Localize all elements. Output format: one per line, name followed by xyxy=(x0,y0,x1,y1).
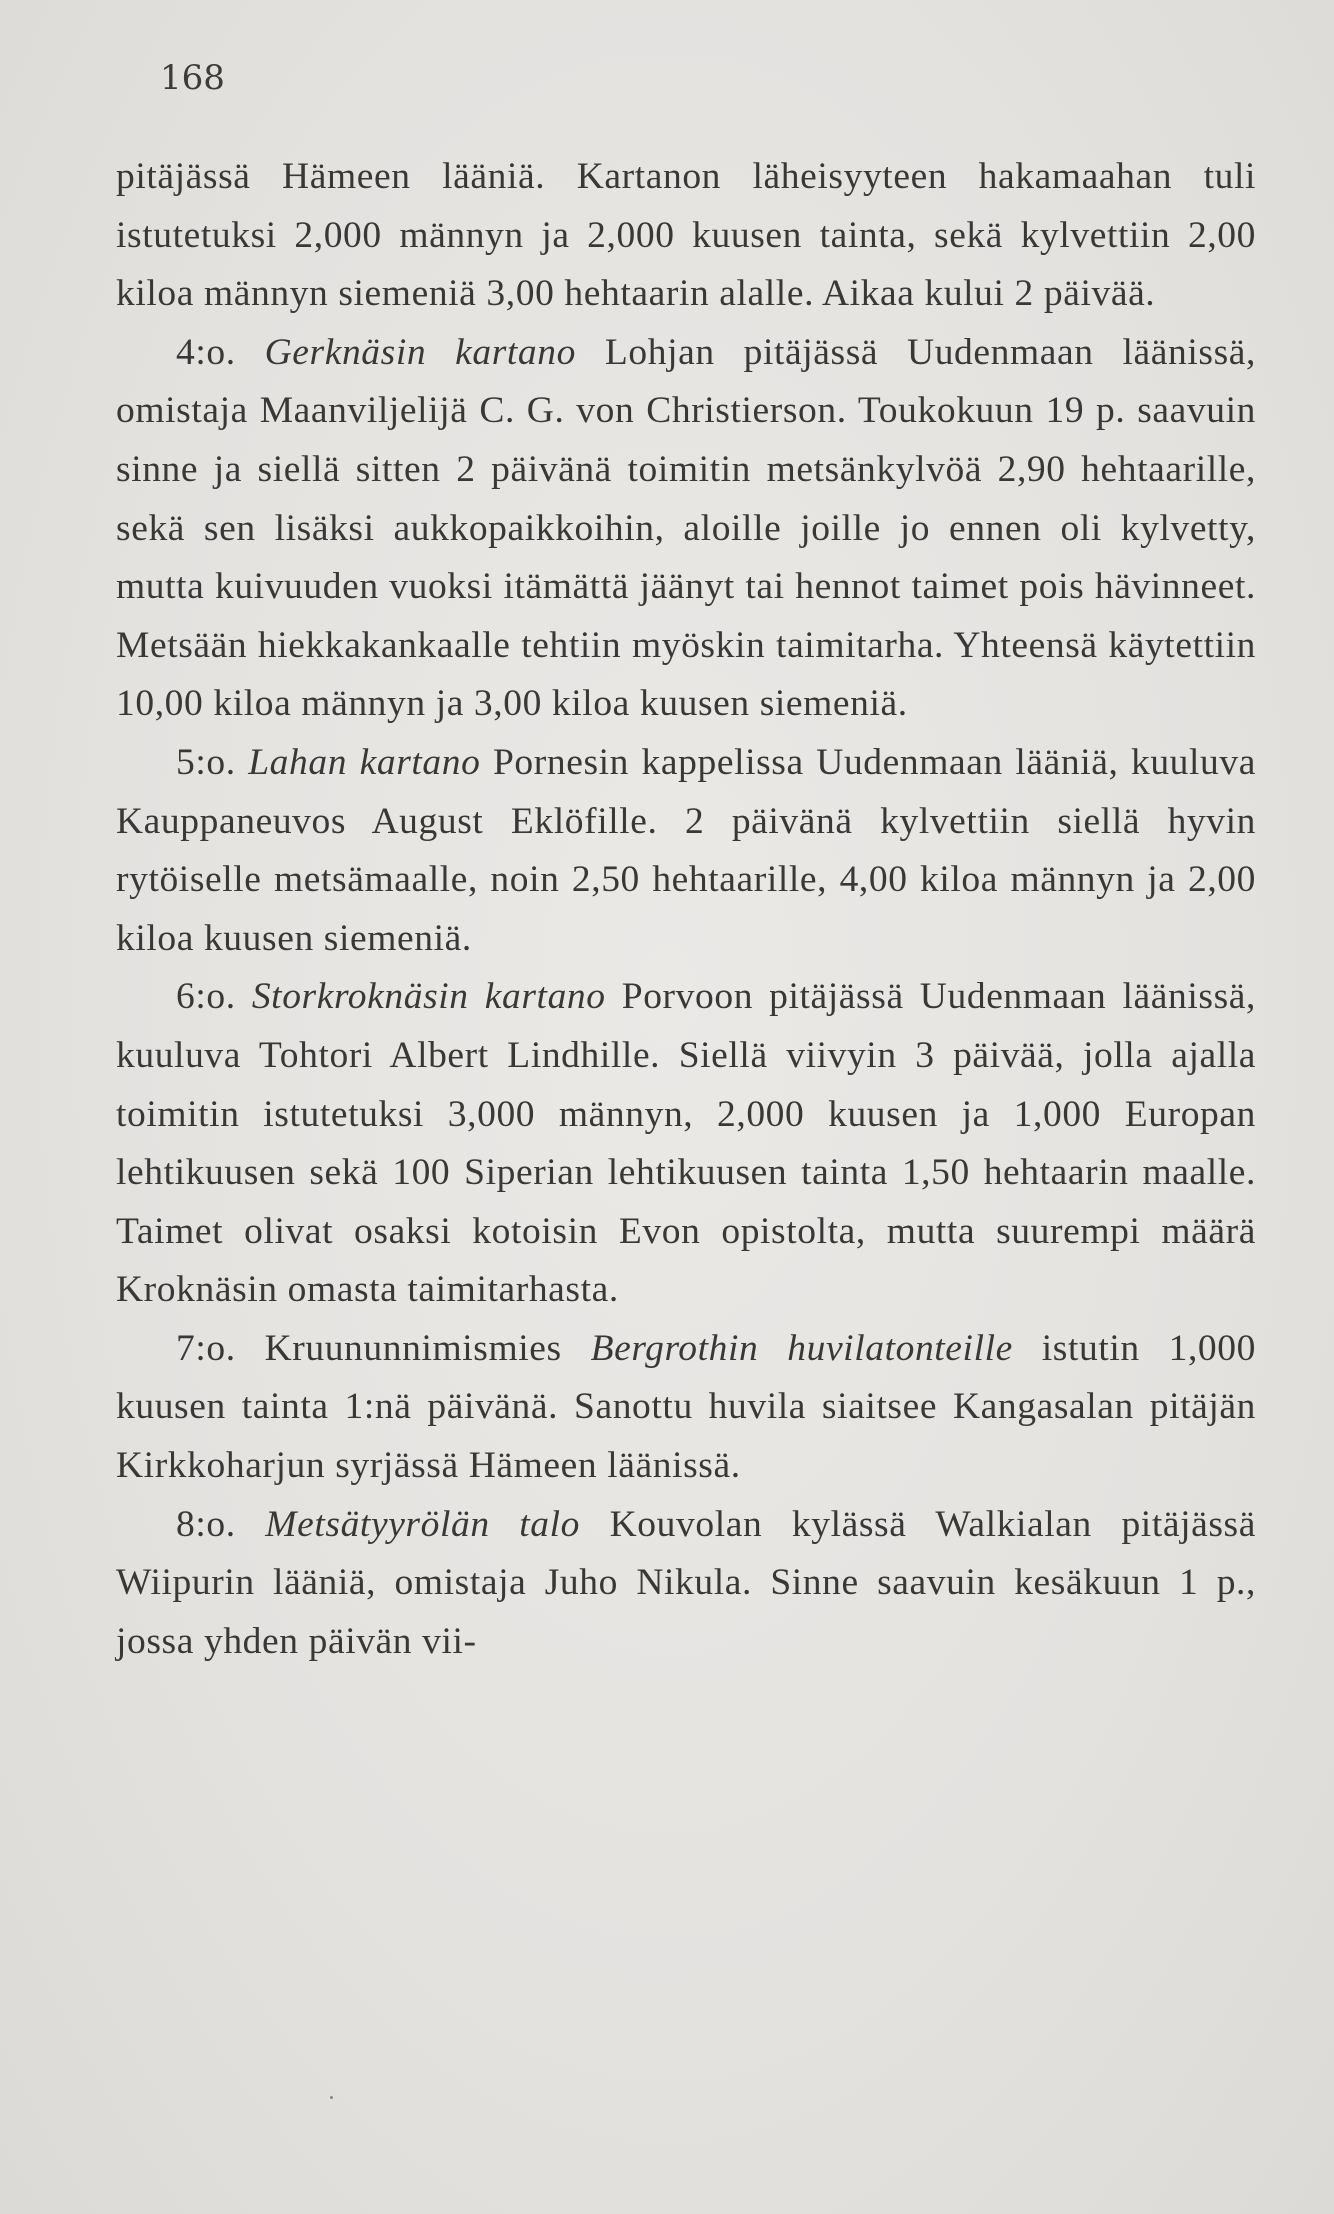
text-run: Porvoon pitäjässä Uudenmaan läänissä, kuuluva Tohtori Albert Lindhille. Siellä viivyin 3 päivää, jolla ajalla toimitin istutetuksi 3,000 männyn, 2,000 kuusen ja 1,000 Europan lehtikuusen sekä 100 Siperian lehtikuusen tainta 1,50 hehtaarin maalle. Taimet olivat osaksi kotoisin Evon opistolta, mutta suurempi määrä Kroknäsin omasta taimitarhasta. xyxy=(116,976,1256,1311)
paragraph-4o-gerknas xyxy=(116,324,1256,734)
place-name: Metsätyyrölän talo xyxy=(265,1503,581,1545)
text-run: Pornesin kappelissa Uudenmaan lääniä, kuuluva Kauppaneuvos August Eklöfille. 2 päivänä kylvettiin siellä hyvin rytöiselle metsämaalle, noin 2,50 hehtaarille, 4,00 kiloa männyn ja 2,00 kiloa kuusen siemeniä. xyxy=(116,741,1256,959)
place-name: Storkroknäsin kartano xyxy=(251,976,606,1018)
item-number: 8:o. xyxy=(176,1503,266,1545)
item-number: 7:o. Kruununnimismies xyxy=(176,1327,591,1369)
place-name: Bergrothin huvilatonteille xyxy=(590,1327,1013,1369)
body-text xyxy=(116,148,1256,1671)
item-number: 5:o. xyxy=(176,741,249,783)
item-number: 4:o. xyxy=(176,331,265,373)
text-run: Lohjan pitäjässä Uudenmaan läänissä, omistaja Maanviljelijä C. G. von Christierson. Toukokuun 19 p. saavuin sinne ja siellä sitten 2 päivänä toimitin metsänkylvöä 2,90 hehtaarille, sekä sen lisäksi aukkopaikkoihin, aloille joille jo ennen oli kylvetty, mutta kuivuuden vuoksi itämättä jäänyt tai hennot taimet pois hävinneet. Metsään hiekkakankaalle tehtiin myöskin taimitarha. Yhteensä käytettiin 10,00 kiloa männyn ja 3,00 kiloa kuusen siemeniä. xyxy=(116,331,1256,725)
paper-speck xyxy=(330,2096,333,2099)
text-run: pitäjässä Hämeen lääniä. Kartanon läheisyyteen hakamaahan tuli istutetuksi 2,000 männyn ja 2,000 kuusen tainta, sekä kylvettiin 2,00 kiloa männyn siemeniä 3,00 hehtaarin alalle. Aikaa kului 2 päivää. xyxy=(116,156,1256,315)
paragraph-1 xyxy=(116,148,1256,324)
item-number: 6:o. xyxy=(176,976,252,1018)
place-name: Gerknäsin kartano xyxy=(264,331,576,373)
paragraph-8o-metsatyyrola xyxy=(116,1496,1256,1672)
page-number: 168 xyxy=(160,58,225,98)
text-run: istutin 1,000 kuusen tainta 1:nä päivänä. Sanottu huvila siaitsee Kangasalan pitäjän Kirkkoharjun syrjässä Hämeen läänissä. xyxy=(116,1327,1256,1487)
text-run: Kouvolan kylässä Walkialan pitäjässä Wiipurin lääniä, omistaja Juho Nikula. Sinne saavuin kesäkuun 1 p., jossa yhden päivän vii- xyxy=(116,1503,1256,1662)
paragraph-7o-bergroth xyxy=(116,1320,1256,1496)
paragraph-5o-laha xyxy=(116,734,1256,968)
place-name: Lahan kartano xyxy=(248,741,481,783)
paragraph-6o-storkroknas xyxy=(116,968,1256,1320)
